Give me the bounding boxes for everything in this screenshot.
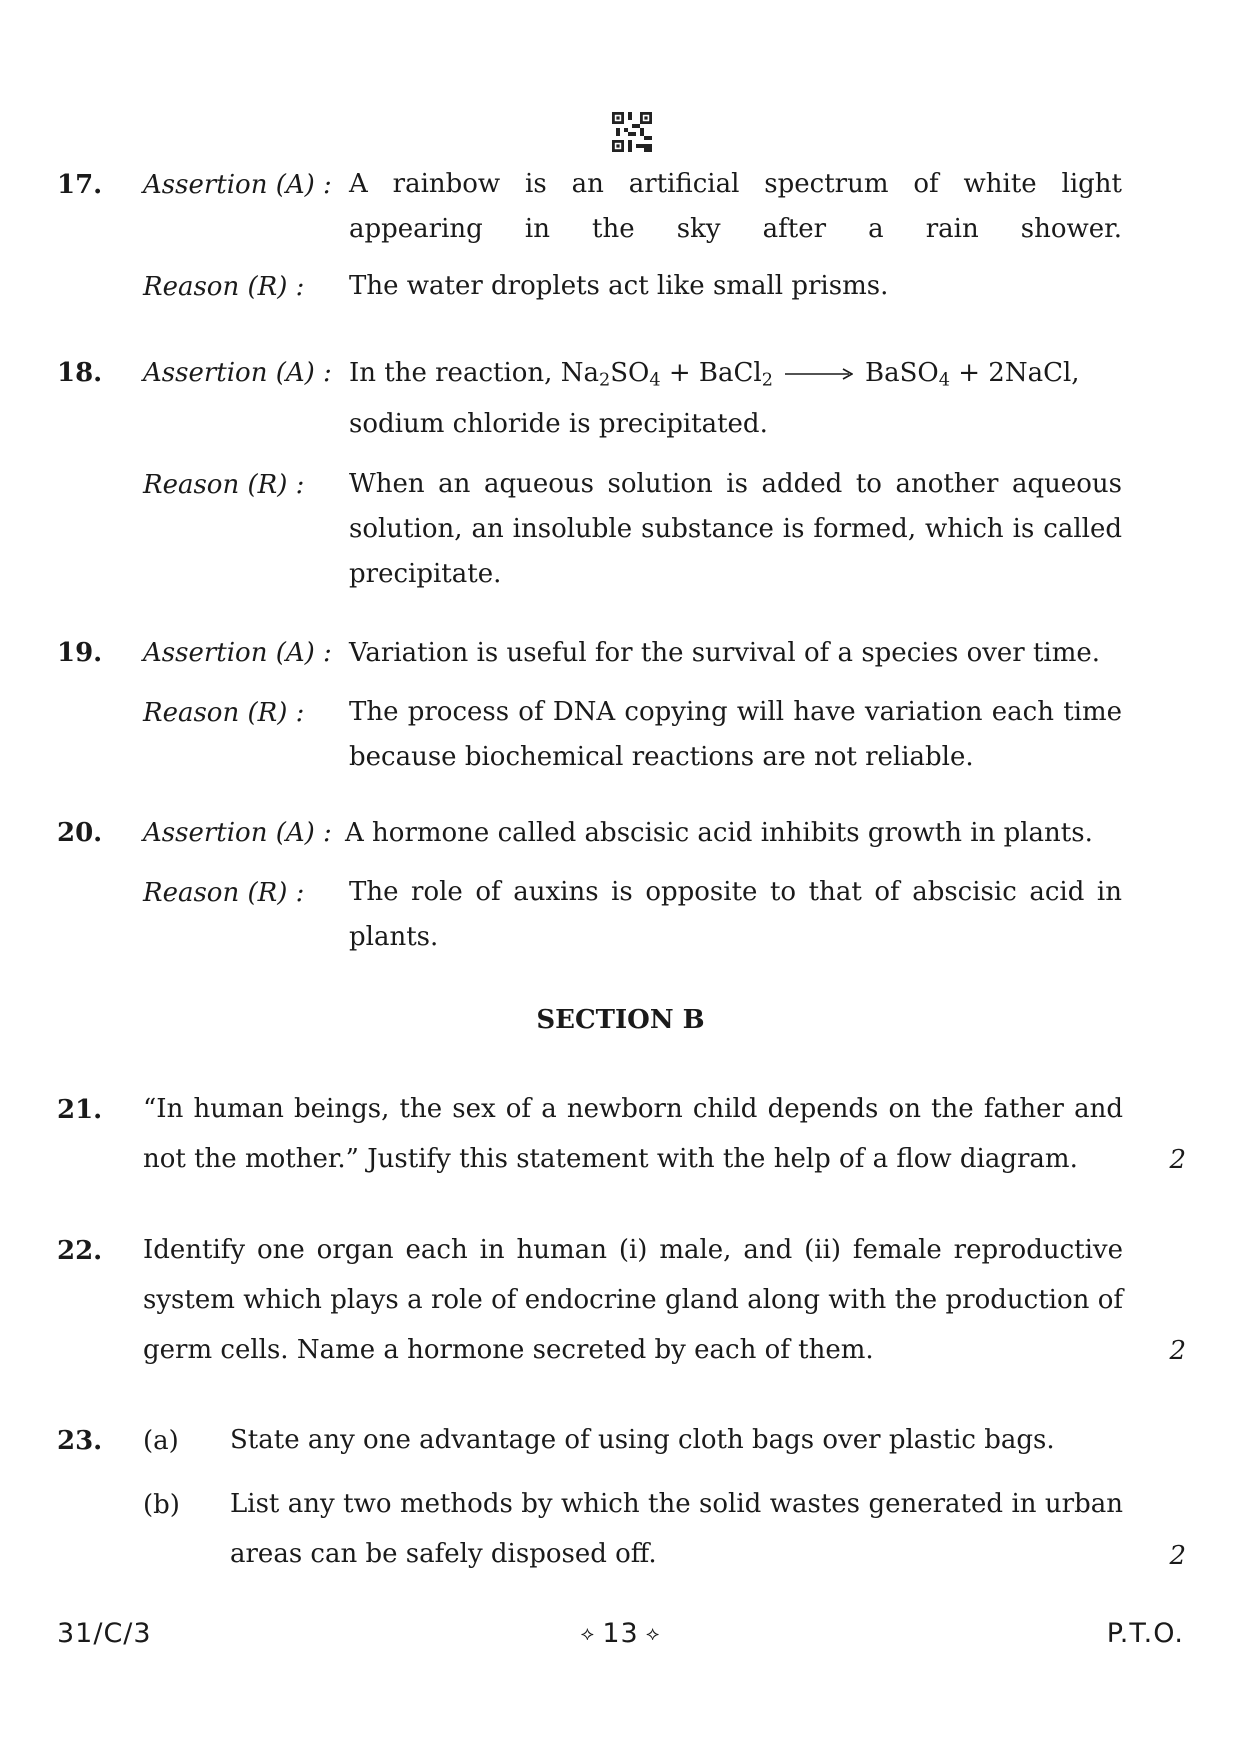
page-number: ⟡ 13 ⟡ xyxy=(580,1618,661,1649)
marks: 2 xyxy=(1169,1336,1186,1366)
reason-label: Reason (R) : xyxy=(143,878,305,908)
marks: 2 xyxy=(1169,1145,1186,1175)
section-heading: SECTION B xyxy=(536,1005,705,1035)
pto-label: P.T.O. xyxy=(1106,1618,1184,1649)
assertion-text: sodium chloride is precipitated. xyxy=(349,409,768,439)
question-number: 21. xyxy=(57,1095,103,1125)
subpart-label-a: (a) xyxy=(143,1426,179,1456)
question-number: 18. xyxy=(57,358,103,388)
question-number: 20. xyxy=(57,818,103,848)
chemical-equation: In the reaction, $Na_2SO_4$ + BaCl$_2$ BaSO$_4$ + 2NaCl, xyxy=(349,358,1080,391)
assertion-text: Variation is useful for the survival of a species over time. xyxy=(349,638,1101,668)
question-number: 22. xyxy=(57,1236,103,1266)
question-number: 19. xyxy=(57,638,103,668)
qr-code xyxy=(612,112,652,152)
assertion-label: Assertion (A) : xyxy=(143,638,332,668)
paper-code: 31/C/3 xyxy=(57,1618,152,1649)
question-text: Identify one organ each in human (i) male, and (ii) female reproductive system which plays a role of endocrine gland along with the production of germ cells. Name a hormone secreted by each of them. xyxy=(143,1235,1123,1365)
reason-text: The water droplets act like small prisms. xyxy=(349,271,889,301)
question-number: 17. xyxy=(57,170,103,200)
ornament-left-icon: ⟡ xyxy=(580,1621,603,1645)
reason-text: The process of DNA copying will have variation each time because biochemical reactions are not reliable. xyxy=(349,697,1122,772)
assertion-text: A hormone called abscisic acid inhibits growth in plants. xyxy=(345,818,1093,848)
assertion-text: A rainbow is an artificial spectrum of white light appearing in the sky after a rain shower. xyxy=(349,169,1122,244)
subpart-text-a: State any one advantage of using cloth bags over plastic bags. xyxy=(230,1425,1055,1455)
question-number: 23. xyxy=(57,1426,103,1456)
subpart-label-b: (b) xyxy=(143,1490,180,1520)
reason-text: When an aqueous solution is added to another aqueous solution, an insoluble substance is formed, which is called precipitate. xyxy=(349,469,1122,589)
reason-label: Reason (R) : xyxy=(143,272,305,302)
assertion-label: Assertion (A) : xyxy=(143,358,332,388)
reason-label: Reason (R) : xyxy=(143,698,305,728)
marks: 2 xyxy=(1169,1541,1186,1571)
reason-label: Reason (R) : xyxy=(143,470,305,500)
assertion-label: Assertion (A) : xyxy=(143,170,332,200)
question-text: “In human beings, the sex of a newborn child depends on the father and not the mother.” Justify this statement with the help of a flow diagram. xyxy=(143,1094,1123,1174)
assertion-label: Assertion (A) : xyxy=(143,818,332,848)
ornament-right-icon: ⟡ xyxy=(638,1621,661,1645)
reaction-arrow-icon xyxy=(785,368,853,380)
subpart-text-b: List any two methods by which the solid wastes generated in urban areas can be safely disposed off. xyxy=(230,1489,1123,1569)
reason-text: The role of auxins is opposite to that of abscisic acid in plants. xyxy=(349,877,1122,952)
